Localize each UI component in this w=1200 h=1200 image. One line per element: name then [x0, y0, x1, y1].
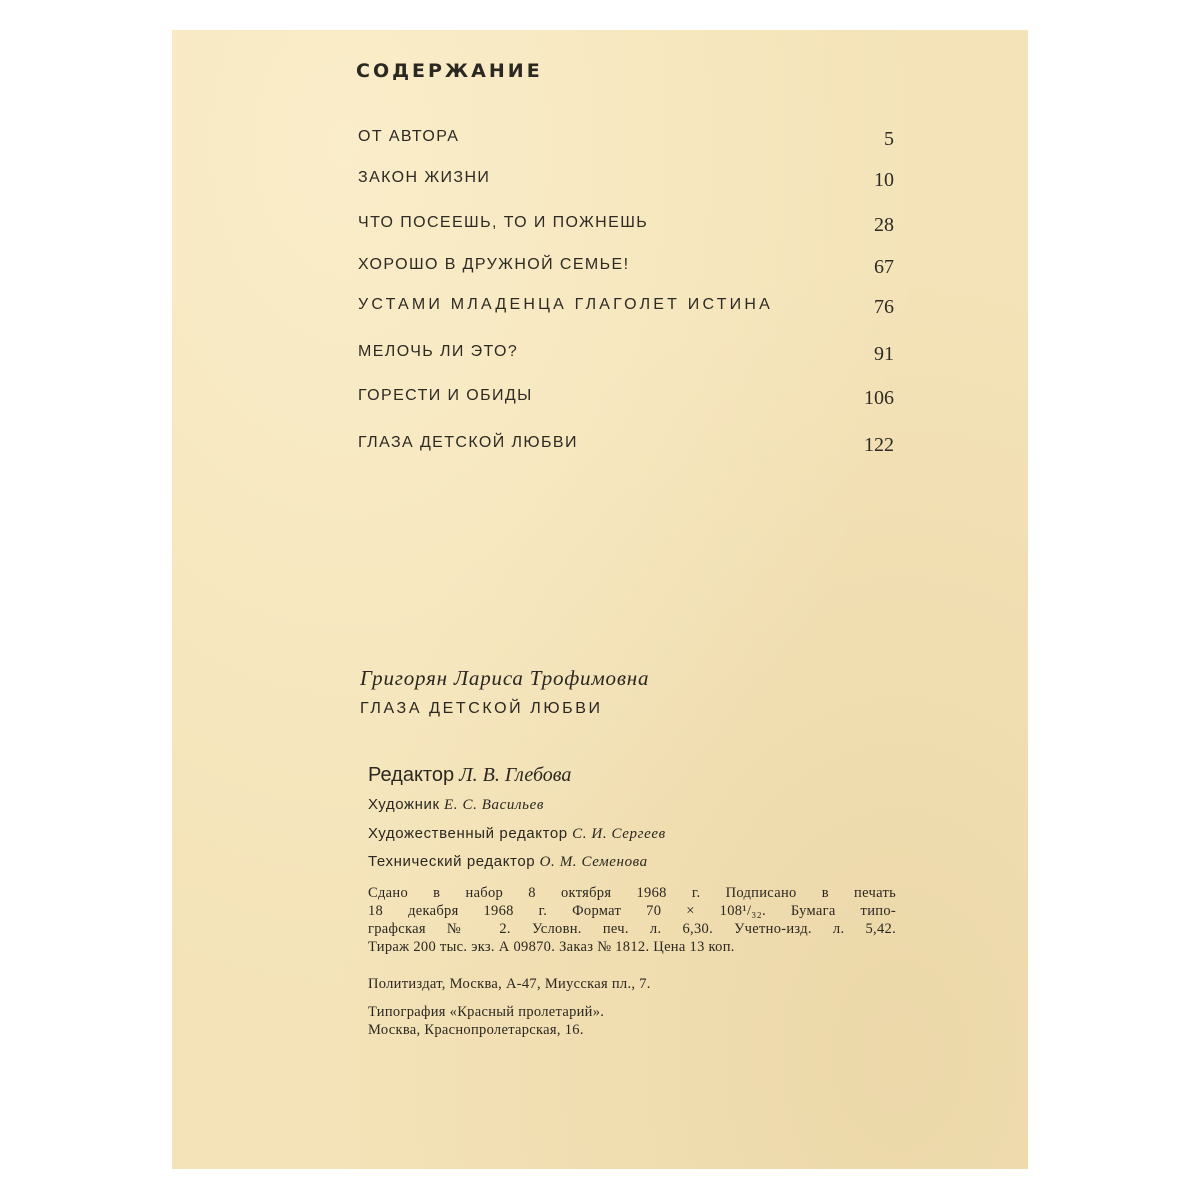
toc-item-page: 106 — [864, 387, 894, 409]
print-detail-line: 18 декабря 1968 г. Формат 70 × 108¹/₃₂. Бумага типо- — [368, 903, 896, 919]
toc-item — [358, 169, 894, 197]
toc-item — [358, 434, 894, 462]
toc-item-page: 28 — [874, 214, 894, 236]
toc-item — [358, 128, 894, 156]
editor-credit — [368, 764, 571, 787]
print-details — [368, 884, 904, 956]
toc-item-label: ГЛАЗА ДЕТСКОЙ ЛЮБВИ — [358, 434, 578, 451]
printer-details — [368, 1003, 904, 1039]
toc-item-page: 67 — [874, 256, 894, 278]
artist-role: Художник — [368, 796, 440, 813]
editor-role: Редактор — [368, 764, 455, 786]
author-name: Григорян Лариса Трофимовна — [360, 666, 650, 690]
toc-item-label: ОТ АВТОРА — [358, 128, 460, 145]
print-detail-line: Сдано в набор 8 октября 1968 г. Подписано в печать — [368, 885, 896, 901]
art-editor-name: С. И. Сергеев — [572, 826, 666, 842]
toc-item-label: ЗАКОН ЖИЗНИ — [358, 169, 491, 186]
tech-editor-credit — [368, 853, 648, 871]
book-page — [172, 30, 1028, 1169]
toc-item-label: МЕЛОЧЬ ЛИ ЭТО? — [358, 343, 519, 360]
toc-item-page: 76 — [874, 296, 894, 318]
print-detail-line: Тираж 200 тыс. экз. А 09870. Заказ № 1812. Цена 13 коп. — [368, 939, 735, 955]
toc-item — [358, 214, 894, 242]
toc-item-label: ЧТО ПОСЕЕШЬ, ТО И ПОЖНЕШЬ — [358, 214, 649, 231]
printer-line: Типография «Красный пролетарий». — [368, 1004, 605, 1020]
toc-item — [358, 343, 894, 371]
toc-item-page: 10 — [874, 169, 894, 191]
tech-editor-name: О. М. Семенова — [539, 854, 648, 870]
toc-item — [358, 296, 894, 324]
print-detail-line: графская № 2. Условн. печ. л. 6,30. Учетно-изд. л. 5,42. — [368, 921, 896, 937]
artist-name: Е. С. Васильев — [444, 797, 544, 813]
tech-editor-role: Технический редактор — [368, 853, 536, 870]
toc-item-label: УСТАМИ МЛАДЕНЦА ГЛАГОЛЕТ ИСТИНА — [358, 296, 774, 313]
printer-line: Москва, Краснопролетарская, 16. — [368, 1022, 584, 1038]
art-editor-role: Художественный редактор — [368, 825, 568, 842]
toc-heading: СОДЕРЖАНИЕ — [356, 60, 543, 82]
toc-item-page: 91 — [874, 343, 894, 365]
publisher-line: Политиздат, Москва, А-47, Миусская пл., 7. — [368, 976, 651, 992]
art-editor-credit — [368, 825, 666, 843]
toc-item-label: ХОРОШО В ДРУЖНОЙ СЕМЬЕ! — [358, 256, 630, 273]
toc-item-page: 122 — [864, 434, 894, 456]
toc-item — [358, 387, 894, 415]
toc-item — [358, 256, 894, 284]
editor-name: Л. В. Глебова — [459, 764, 572, 786]
toc-item-label: ГОРЕСТИ И ОБИДЫ — [358, 387, 533, 404]
book-title: ГЛАЗА ДЕТСКОЙ ЛЮБВИ — [360, 700, 603, 717]
toc-item-page: 5 — [884, 128, 894, 150]
artist-credit — [368, 796, 544, 814]
